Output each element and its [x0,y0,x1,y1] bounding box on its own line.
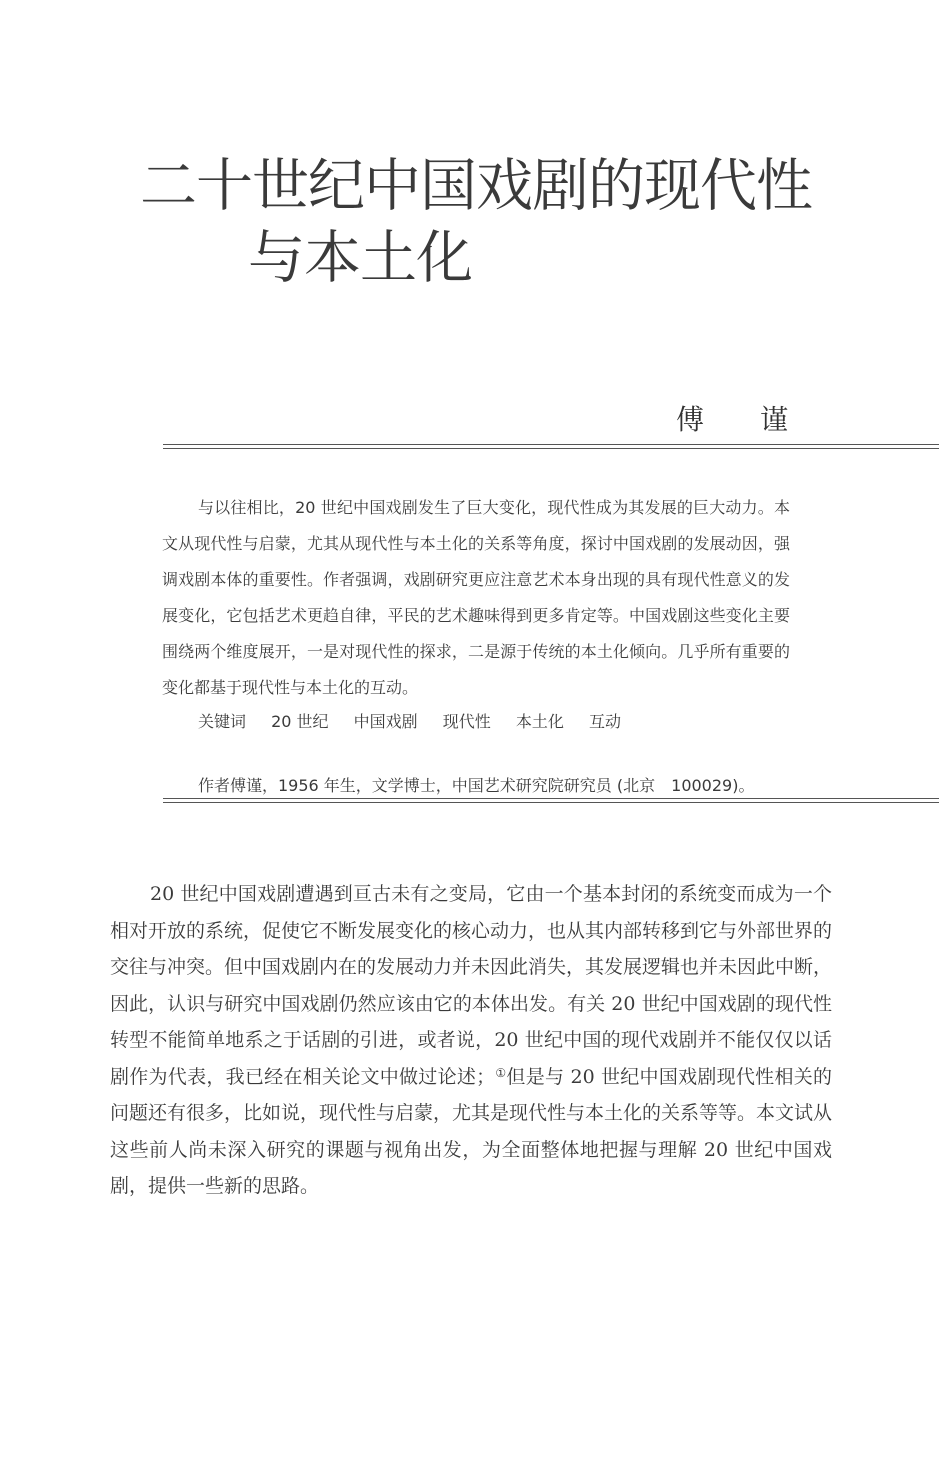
abstract [162,490,790,706]
abstract-text: 与以往相比，20 世纪中国戏剧发生了巨大变化，现代性成为其发展的巨大动力。本文从现代性与启蒙，尤其从现代性与本土化的关系等角度，探讨中国戏剧的发展动因，强调戏剧本体的重要性。作者强调，戏剧研究更应注意艺术本身出现的具有现代性意义的发展变化，它包括艺术更趋自律，平民的艺术趣味得到更多肯定等。中国戏剧这些变化主要围绕两个维度展开，一是对现代性的探求，二是源于传统的本土化倾向。几乎所有重要的变化都基于现代性与本土化的互动。 [162,498,790,697]
body-text-part-1: 20 世纪中国戏剧遭遇到亘古未有之变局，它由一个基本封闭的系统变而成为一个相对开放的系统，促使它不断发展变化的核心动力，也从其内部转移到它与外部世界的交往与冲突。但中国戏剧内在的发展动力并未因此消失，其发展逻辑也并未因此中断，因此，认识与研究中国戏剧仍然应该由它的本体出发。有关 20 世纪中国戏剧的现代性转型不能简单地系之于话剧的引进，或者说，20 世纪中国的现代戏剧并不能仅仅以话剧作为代表，我已经在相关论文中做过论述； [110,883,833,1088]
keyword-item: 本土化 [515,712,564,731]
page-title-line-2: 与本土化 [248,225,472,291]
keyword-item: 现代性 [442,712,491,731]
body-text-part-2: 但是与 20 世纪中国戏剧现代性相关的问题还有很多，比如说，现代性与启蒙，尤其是现代性与本土化的关系等等。本文试从这些前人尚未深入研究的课题与视角出发，为全面整体地把握与理解 20 世纪中国戏剧，提供一些新的思路。 [110,1065,833,1197]
author-bio: 作者傅谨，1956 年生，文学博士，中国艺术研究院研究员 (北京 100029)。 [198,776,755,795]
keywords-line [198,704,641,740]
keyword-item: 中国戏剧 [353,712,418,731]
author-name [676,398,790,438]
author-name-char-2: 谨 [760,403,791,436]
keywords-label: 关键词 [198,712,247,731]
footnote-marker[interactable]: ① [495,1065,507,1080]
abstract-bottom-rule [163,798,939,803]
keyword-item: 互动 [588,712,621,731]
keyword-item: 20 世纪 [271,712,329,731]
body-paragraph [110,876,832,1205]
page-title-line-1: 二十世纪中国戏剧的现代性 [140,153,812,219]
abstract-top-rule [163,444,939,449]
author-name-char-1: 傅 [676,403,707,436]
